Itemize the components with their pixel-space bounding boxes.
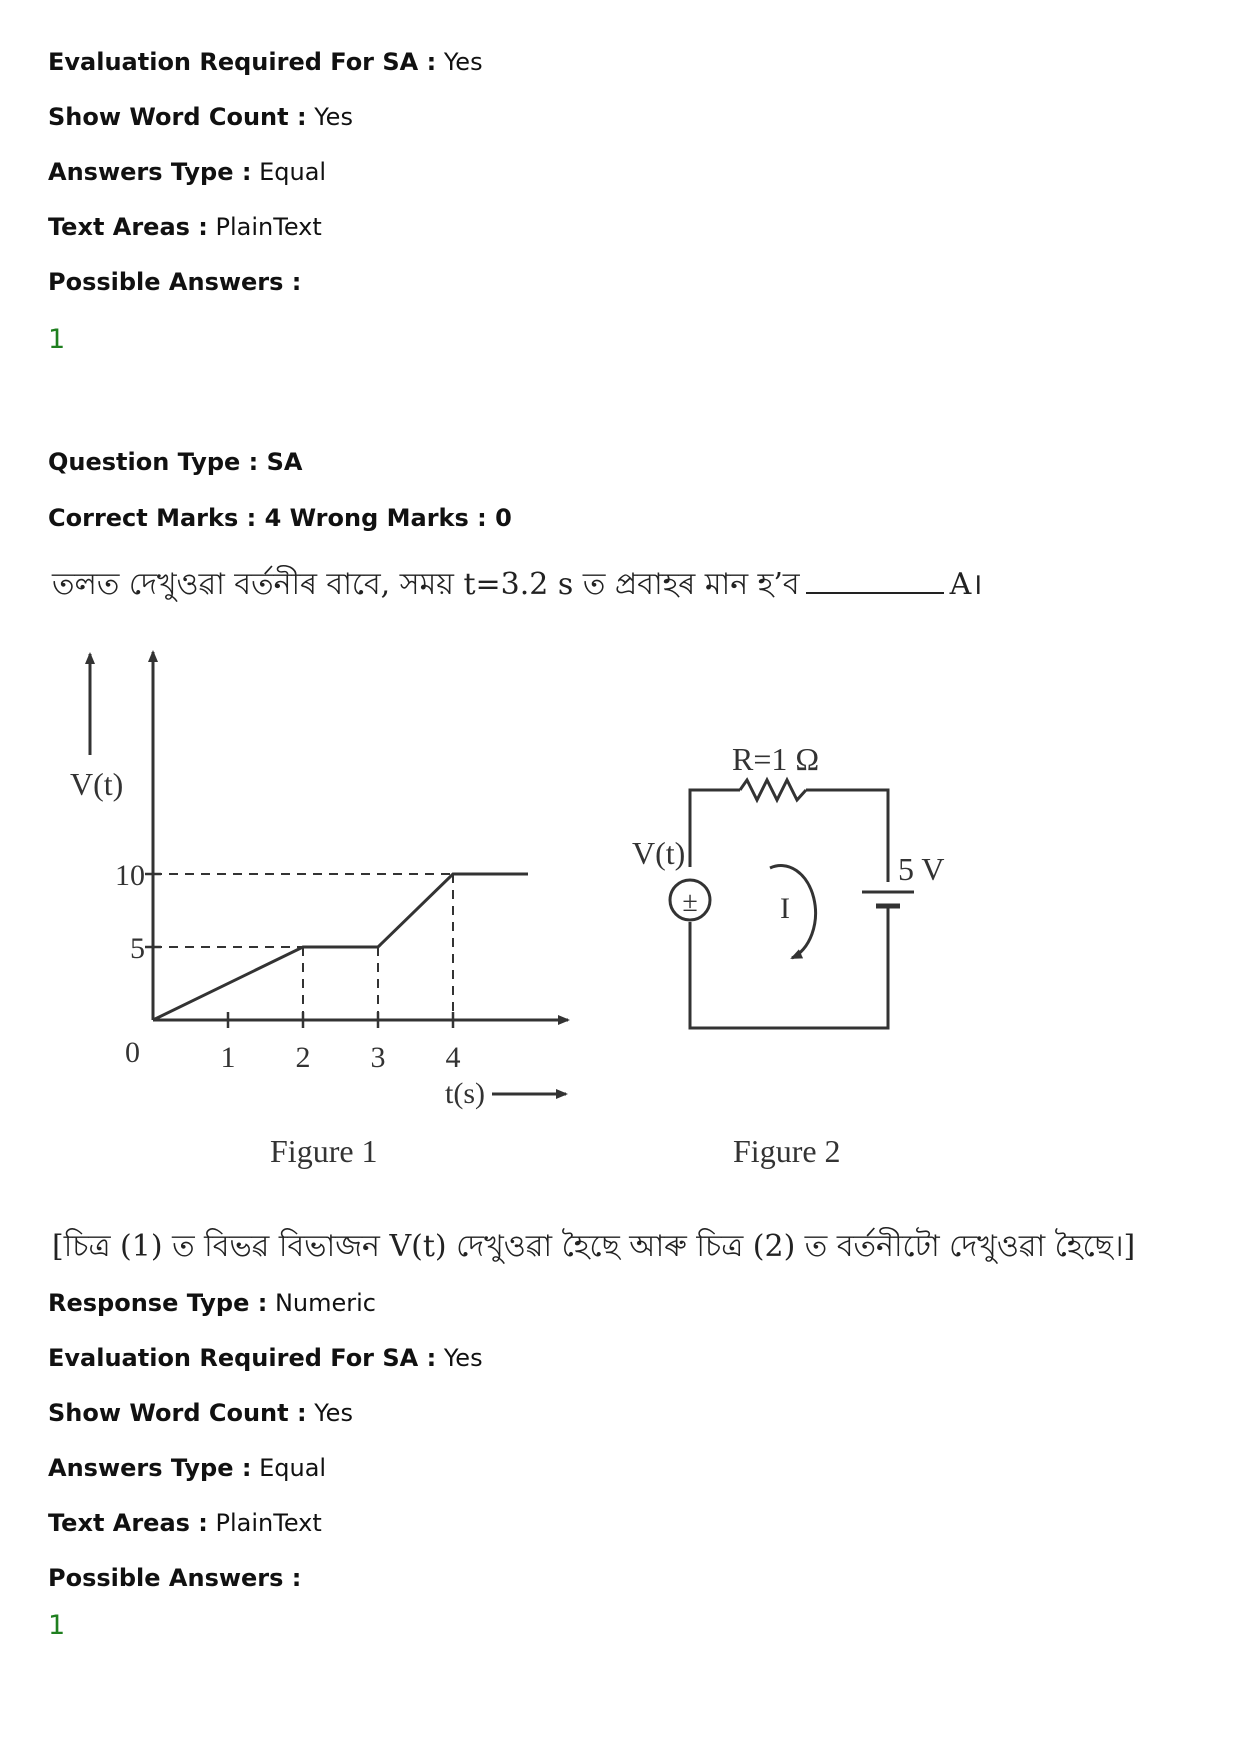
field-key: Possible Answers :: [48, 1564, 302, 1592]
question-text-after: A।: [949, 567, 983, 602]
field-key: Response Type :: [48, 1289, 268, 1317]
word-count-field-2: [48, 1398, 353, 1428]
field-value: Yes: [314, 103, 353, 131]
field-value: Yes: [443, 48, 483, 76]
resistor-label: R=1 Ω: [732, 741, 820, 777]
field-key: Evaluation Required For SA :: [48, 1344, 437, 1372]
voltage-source-sign: ±: [682, 887, 698, 918]
tick-group: [115, 859, 461, 1074]
figure1-caption: Figure 1: [270, 1133, 378, 1169]
battery-label: 5 V: [898, 851, 945, 887]
question-text-before: তলত দেখুওৱা বৰ্তনীৰ বাবে, সময় t=3.2 s ত প্ৰবাহৰ মান হ’ব: [52, 567, 800, 602]
field-value: Yes: [443, 1344, 483, 1372]
figure2-caption: Figure 2: [733, 1133, 841, 1169]
field-value: Yes: [314, 1399, 353, 1427]
text-areas-field-2: [48, 1508, 322, 1538]
possible-answer-value: 1: [48, 324, 66, 355]
field-key: Answers Type :: [48, 158, 252, 186]
field-key: Text Areas :: [48, 1509, 208, 1537]
possible-answer-value-2: 1: [48, 1610, 66, 1641]
field-value: Equal: [259, 158, 327, 186]
field-key: Possible Answers :: [48, 268, 302, 296]
voltage-source-label: V(t): [632, 835, 686, 871]
field-key: Text Areas :: [48, 213, 208, 241]
figure-note: [চিত্ৰ (1) ত বিভৱ বিভাজন V(t) দেখুওৱা হৈছে আৰু চিত্ৰ (2) ত বৰ্তনীটো দেখুওৱা হৈছে।]: [52, 1229, 1136, 1264]
field-key: Show Word Count :: [48, 103, 307, 131]
current-arrow: [770, 866, 816, 958]
field-value: Numeric: [274, 1289, 376, 1317]
figure2: [632, 741, 945, 1169]
y-axis-label: V(t): [70, 766, 124, 802]
y-tick-label: 5: [130, 932, 145, 965]
current-label: I: [780, 892, 790, 925]
field-value: PlainText: [215, 1509, 322, 1537]
x-axis-label: t(s): [445, 1077, 485, 1110]
field-key: Answers Type :: [48, 1454, 252, 1482]
y-tick-label: 0: [125, 1036, 140, 1069]
marks-text: Correct Marks : 4 Wrong Marks : 0: [48, 504, 512, 532]
y-tick-label: 10: [115, 859, 145, 892]
x-tick-label: 2: [295, 1041, 311, 1074]
figure1: [70, 652, 568, 1169]
resistor-zigzag: [740, 780, 806, 800]
question-type-text: Question Type : SA: [48, 448, 303, 476]
eval-required-field-2: [48, 1343, 483, 1373]
field-value: Equal: [259, 1454, 327, 1482]
field-key: Show Word Count :: [48, 1399, 307, 1427]
x-tick-label: 4: [445, 1041, 461, 1074]
answers-type-field-2: [48, 1453, 326, 1483]
x-tick-label: 3: [370, 1041, 386, 1074]
field-key: Evaluation Required For SA :: [48, 48, 437, 76]
x-tick-label: 1: [220, 1041, 236, 1074]
field-value: PlainText: [215, 213, 322, 241]
possible-answers-field-2: [48, 1563, 301, 1593]
response-type-field: [48, 1288, 376, 1318]
